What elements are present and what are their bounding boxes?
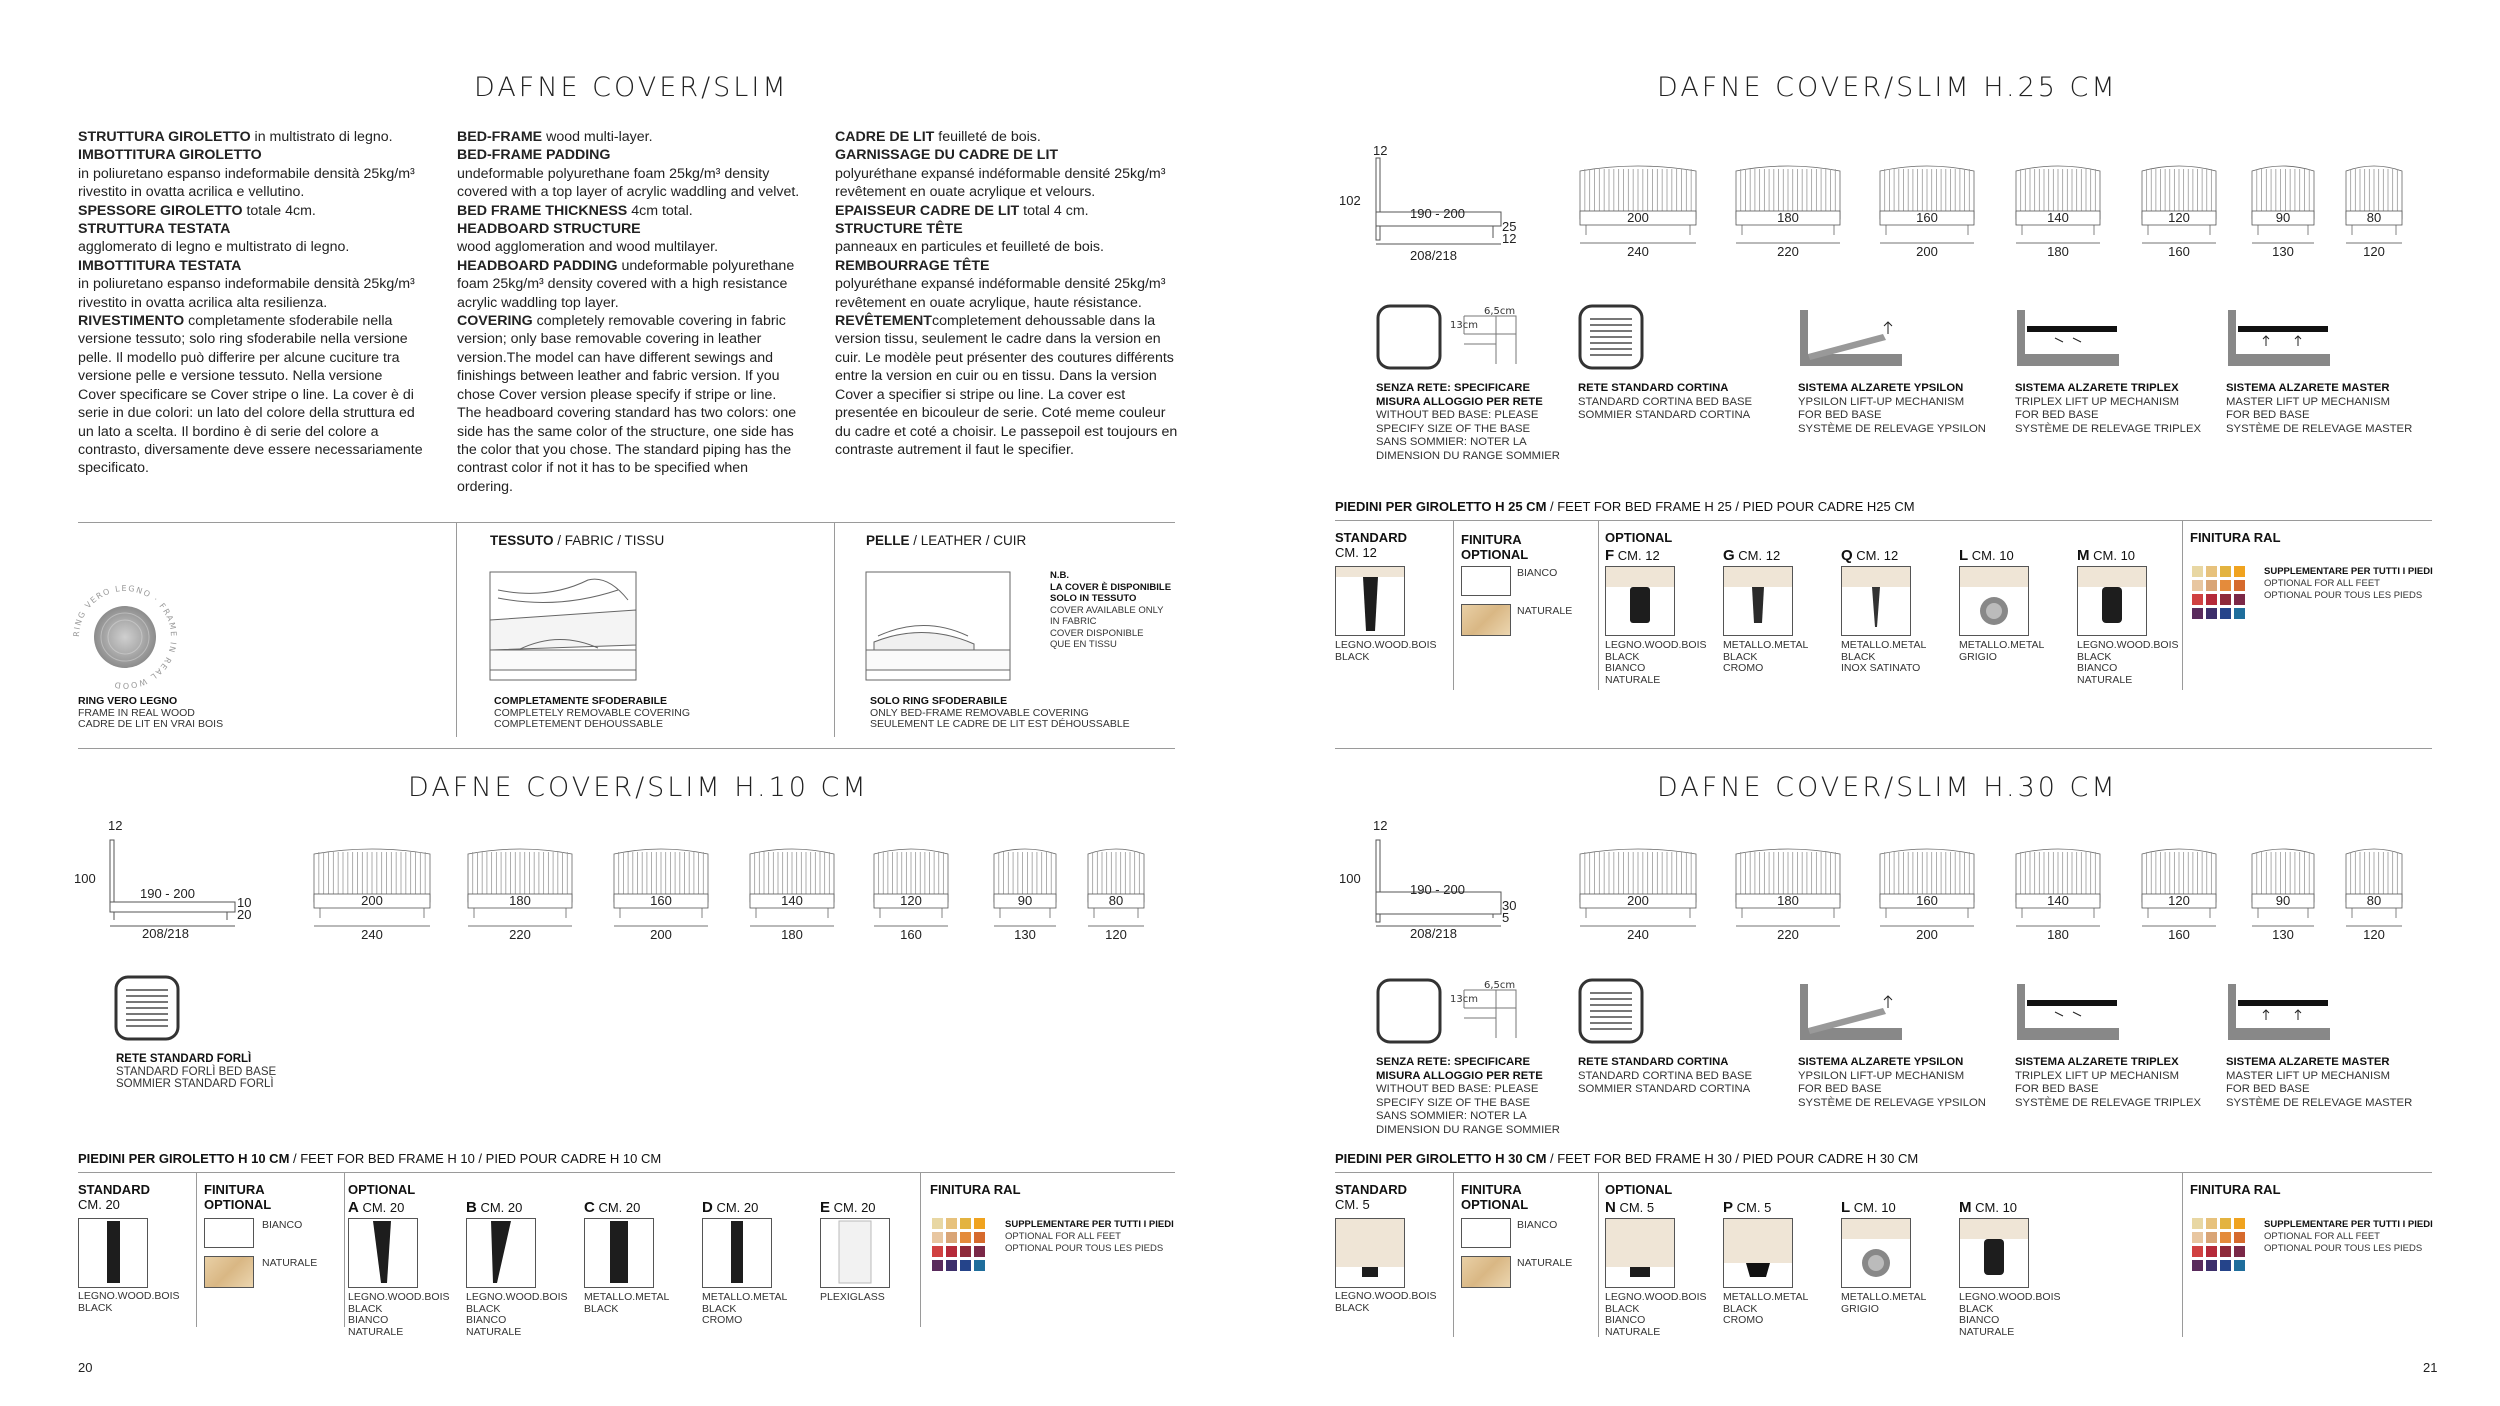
dim-label: 10	[237, 895, 252, 910]
divider	[1335, 748, 2432, 749]
ral-color-swatch	[932, 1232, 943, 1243]
ral-color-swatch	[2192, 580, 2203, 591]
ral-color-swatch	[932, 1260, 943, 1271]
feet-title-h30: PIEDINI PER GIROLETTO H 30 CM / FEET FOR BED FRAME H 30 / PIED POUR CADRE H 30 CM	[1335, 1151, 1919, 1166]
outer-width-label: 180	[2047, 927, 2069, 942]
ral-color-swatch	[2192, 1246, 2203, 1257]
master-lift-icon	[2226, 304, 2336, 379]
outer-width-label: 220	[1777, 927, 1799, 942]
foot-option-caption: LEGNO.WOOD.BOIS BLACK BIANCO NATURALE	[348, 1291, 450, 1338]
optional-label: OPTIONAL	[1605, 1182, 1673, 1197]
bed-base-caption: SISTEMA ALZARETE TRIPLEX TRIPLEX LIFT UP MECHANISM FOR BED BASE SYSTÈME DE RELEVAGE TRIPLEX	[2015, 382, 2202, 435]
dim-label: 190 - 200	[1410, 206, 1465, 221]
ral-color-swatch	[946, 1260, 957, 1271]
spec-paragraph: RIVESTIMENTO completamente sfoderabile nella versione tessuto; solo ring sfoderabile nella versione pelle. Il modello può differire per alcune cuciture tra versione pelle e versione tessuto. Nella versione Cover specificare se Cover stripe o line. La cover è di serie in due colori: un lato del colore della struttura ed un lato a scelta. Il bordino è di serie del colore a contrasto, diversamente deve essere necessariamente specificato.	[78, 313, 423, 477]
dim-label: 100	[74, 871, 96, 886]
bed-front-90	[992, 846, 1058, 942]
outer-width-label: 160	[2168, 244, 2190, 259]
foot-option-image	[1959, 566, 2029, 636]
bed-base-caption: SISTEMA ALZARETE YPSILON YPSILON LIFT-UP MECHANISM FOR BED BASE SYSTÈME DE RELEVAGE YPSILON	[1798, 1056, 1986, 1109]
divider	[1598, 520, 1599, 690]
outer-width-label: 220	[1777, 244, 1799, 259]
inner-width-label: 180	[1777, 210, 1799, 225]
ypsilon-lift-icon	[1798, 304, 1908, 379]
foot-option-image	[1959, 1218, 2029, 1288]
ral-color-swatch	[960, 1232, 971, 1243]
ral-color-swatch	[2206, 1260, 2217, 1271]
svg-text:13cm: 13cm	[1450, 994, 1478, 1005]
finitura-label: FINITURA OPTIONAL	[1461, 532, 1529, 562]
ypsilon-lift-icon	[1798, 978, 1908, 1053]
foot-option-image	[584, 1218, 654, 1288]
finish-swatch-natural	[1461, 1256, 1511, 1288]
inner-width-label: 80	[1108, 893, 1124, 908]
inner-width-label: 80	[2366, 893, 2382, 908]
spec-paragraph: REVÊTEMENTcompletement dehoussable dans la version tissu, seulement le cadre dans la version en cuir. Le modèle peut présenter des coutures différents entre la version en cuir ou en tissu. Dans la version Cover a specifier si stripe ou line. La cover est presentée en bicouleur de serie. Coté meme couleur du cadre et coté a choisir. Le passepoil est toujours en contraste autrement il faut le specifier.	[835, 313, 1178, 458]
dim-label: 208/218	[1410, 926, 1457, 941]
description-english	[457, 128, 800, 496]
bed-front-90	[2250, 163, 2316, 259]
finish-label: BIANCO	[262, 1219, 303, 1231]
divider	[1598, 1172, 1599, 1337]
divider	[1335, 1172, 2432, 1173]
divider	[78, 522, 1175, 523]
description-italian	[78, 128, 423, 478]
inner-width-label: 200	[361, 893, 383, 908]
dim-label: 208/218	[1410, 248, 1457, 263]
dim-label: 5	[1502, 910, 1510, 925]
foot-option-label: B CM. 20	[466, 1199, 523, 1216]
section-title-h25: DAFNE COVER/SLIM H.25 CM	[1657, 72, 2118, 103]
ral-color-swatch	[2220, 566, 2231, 577]
bed-front-80	[2344, 846, 2404, 942]
fabric-caption: COMPLETAMENTE SFODERABILE COMPLETELY REMOVABLE COVERING COMPLETEMENT DEHOUSSABLE	[494, 695, 691, 731]
ring-caption: RING VERO LEGNO FRAME IN REAL WOOD CADRE DE LIT EN VRAI BOIS	[78, 695, 224, 731]
ral-color-swatch	[2192, 608, 2203, 619]
outer-width-label: 130	[1014, 927, 1036, 942]
foot-option-image	[820, 1218, 890, 1288]
divider	[1335, 520, 2432, 521]
bed-front-180	[1734, 163, 1842, 259]
bed-base-caption: SENZA RETE: SPECIFICARE MISURA ALLOGGIO PER RETE WITHOUT BED BASE: PLEASE SPECIFY SIZE OF THE BASE SANS SOMMIER: NOTER LA DIMENSION DU RANGE SOMMIER	[1376, 382, 1560, 462]
foot-option-label: D CM. 20	[702, 1199, 759, 1216]
page-title-dafne: DAFNE COVER/SLIM	[474, 72, 789, 103]
ral-color-swatch	[974, 1232, 985, 1243]
dim-label: 100	[1339, 871, 1361, 886]
foot-option-image	[2077, 566, 2147, 636]
outer-width-label: 120	[1105, 927, 1127, 942]
outer-width-label: 160	[900, 927, 922, 942]
ral-color-swatch	[974, 1260, 985, 1271]
inner-width-label: 160	[1916, 893, 1938, 908]
spec-paragraph: BED-FRAME wood multi-layer.	[457, 129, 653, 145]
triplex-lift-icon	[2015, 978, 2125, 1053]
outer-width-label: 130	[2272, 927, 2294, 942]
tessuto-label: TESSUTO / FABRIC / TISSU	[490, 533, 665, 548]
standard-foot-caption: LEGNO.WOOD.BOIS BLACK	[78, 1290, 180, 1314]
foot-option-caption: LEGNO.WOOD.BOIS BLACK BIANCO NATURALE	[1959, 1291, 2061, 1338]
foot-option-caption: METALLO.METAL BLACK	[584, 1291, 670, 1315]
bed-front-160	[1878, 846, 1976, 942]
bed-front-160	[612, 846, 710, 942]
spec-paragraph: polyuréthane expansé indéformable densité 25kg/m³ revêtement en ouate acrylique, haute résistance.	[835, 276, 1166, 311]
foot-option-image	[1605, 1218, 1675, 1288]
finish-label: NATURALE	[262, 1257, 318, 1269]
ral-color-swatch	[2192, 1260, 2203, 1271]
standard-foot-caption: LEGNO.WOOD.BOIS BLACK	[1335, 1290, 1437, 1314]
bed-front-180	[1734, 846, 1842, 942]
ral-color-swatch	[2192, 1218, 2203, 1229]
foot-option-image	[1841, 566, 1911, 636]
spec-paragraph: STRUCTURE TÊTE	[835, 221, 963, 238]
no-bed-base-icon	[1376, 978, 1526, 1063]
spec-paragraph: IMBOTTITURA GIROLETTO	[78, 147, 262, 164]
ral-color-swatch	[2192, 594, 2203, 605]
ral-color-swatch	[974, 1218, 985, 1229]
inner-width-label: 200	[1627, 210, 1649, 225]
feet-title-h10: PIEDINI PER GIROLETTO H 10 CM / FEET FOR BED FRAME H 10 / PIED POUR CADRE H 10 CM	[78, 1151, 662, 1166]
svg-text:RING VERO LEGNO · FRAME IN REA: RING VERO LEGNO · FRAME IN REAL WOOD	[71, 583, 179, 691]
bed-base-caption: SENZA RETE: SPECIFICARE MISURA ALLOGGIO PER RETE WITHOUT BED BASE: PLEASE SPECIFY SIZE OF THE BASE SANS SOMMIER: NOTER LA DIMENSION DU RANGE SOMMIER	[1376, 1056, 1560, 1136]
foot-option-label: F CM. 12	[1605, 547, 1660, 564]
description-french	[835, 128, 1178, 459]
outer-width-label: 240	[1627, 244, 1649, 259]
standard-label: STANDARD CM. 20	[78, 1182, 150, 1212]
svg-text:13cm: 13cm	[1450, 320, 1478, 331]
standard-foot-caption: LEGNO.WOOD.BOIS BLACK	[1335, 639, 1437, 663]
ral-color-swatch	[2220, 1260, 2231, 1271]
dim-label: 12	[108, 818, 123, 833]
dim-label: 12	[1502, 231, 1517, 246]
side-profile-h25	[1338, 140, 1518, 260]
ral-color-swatch	[946, 1246, 957, 1257]
spec-paragraph: panneaux en particules et feuilleté de bois.	[835, 239, 1104, 256]
spec-paragraph: agglomerato di legno e multistrato di legno.	[78, 239, 350, 256]
inner-width-label: 80	[2366, 210, 2382, 225]
svg-text:6,5cm: 6,5cm	[1484, 306, 1516, 317]
standard-foot-image	[1335, 1218, 1405, 1288]
foot-option-caption: METALLO.METAL BLACK CROMO	[1723, 639, 1809, 675]
bed-front-200	[1578, 846, 1698, 942]
spec-paragraph: in poliuretano espanso indeformabile densità 25kg/m³ rivestito in ovatta acrilica e vellutino.	[78, 165, 415, 201]
dim-label: 12	[1373, 818, 1388, 833]
divider	[920, 1172, 921, 1327]
foot-option-label: E CM. 20	[820, 1199, 876, 1216]
foot-option-label: G CM. 12	[1723, 547, 1781, 564]
foot-option-caption: METALLO.METAL BLACK INOX SATINATO	[1841, 639, 1927, 675]
ral-color-swatch	[2220, 1218, 2231, 1229]
ral-color-swatch	[2206, 594, 2217, 605]
ral-color-swatch	[2220, 1246, 2231, 1257]
spec-paragraph: STRUTTURA TESTATA	[78, 221, 231, 238]
triplex-lift-icon	[2015, 304, 2125, 379]
bed-base-caption: SISTEMA ALZARETE MASTER MASTER LIFT UP MECHANISM FOR BED BASE SYSTÈME DE RELEVAGE MASTER	[2226, 1056, 2413, 1109]
foot-option-caption: LEGNO.WOOD.BOIS BLACK BIANCO NATURALE	[1605, 639, 1707, 686]
inner-width-label: 140	[781, 893, 803, 908]
outer-width-label: 240	[361, 927, 383, 942]
ral-color-swatch	[2192, 566, 2203, 577]
inner-width-label: 160	[650, 893, 672, 908]
foot-option-caption: LEGNO.WOOD.BOIS BLACK BIANCO NATURALE	[2077, 639, 2179, 686]
bed-base-caption: SISTEMA ALZARETE TRIPLEX TRIPLEX LIFT UP MECHANISM FOR BED BASE SYSTÈME DE RELEVAGE TRIPLEX	[2015, 1056, 2202, 1109]
leather-caption: SOLO RING SFODERABILE ONLY BED-FRAME REMOVABLE COVERING SEULEMENT LE CADRE DE LIT EST DÉHOUSSABLE	[870, 695, 1130, 731]
ral-color-swatch	[2234, 1246, 2245, 1257]
spec-paragraph: IMBOTTITURA TESTATA	[78, 257, 242, 274]
dim-label: 190 - 200	[1410, 882, 1465, 897]
ral-title: FINITURA RAL	[2190, 530, 2281, 545]
rete-forli-icon	[114, 975, 180, 1046]
ral-color-swatch	[2220, 580, 2231, 591]
ral-note: SUPPLEMENTARE PER TUTTI I PIEDI OPTIONAL FOR ALL FEET OPTIONAL POUR TOUS LES PIEDS	[1005, 1219, 1174, 1254]
standard-foot-image	[1335, 566, 1405, 636]
inner-width-label: 180	[509, 893, 531, 908]
divider	[344, 1172, 345, 1327]
master-lift-icon	[2226, 978, 2336, 1053]
divider	[2182, 520, 2183, 690]
optional-label: OPTIONAL	[1605, 530, 1673, 545]
outer-width-label: 130	[2272, 244, 2294, 259]
section-title-h30: DAFNE COVER/SLIM H.30 CM	[1657, 772, 2118, 803]
foot-option-caption: METALLO.METAL BLACK CROMO	[1723, 1291, 1809, 1327]
bed-front-160	[1878, 163, 1976, 259]
finish-swatch-natural	[204, 1256, 254, 1288]
divider	[834, 522, 835, 737]
bed-front-200	[1578, 163, 1698, 259]
standard-foot-image	[78, 1218, 148, 1288]
ral-color-swatch	[932, 1218, 943, 1229]
side-profile-h30	[1338, 818, 1518, 943]
bed-base-caption: RETE STANDARD CORTINA STANDARD CORTINA BED BASE SOMMIER STANDARD CORTINA	[1578, 382, 1753, 421]
ral-color-swatch	[2206, 566, 2217, 577]
page-number: 21	[2423, 1360, 2438, 1375]
outer-width-label: 180	[781, 927, 803, 942]
dim-label: 20	[237, 907, 252, 922]
no-bed-base-icon	[1376, 304, 1526, 389]
ral-color-swatch	[974, 1246, 985, 1257]
divider	[456, 522, 457, 737]
foot-option-image	[466, 1218, 536, 1288]
finish-label: BIANCO	[1517, 567, 1558, 579]
outer-width-label: 120	[2363, 927, 2385, 942]
bed-front-140	[748, 846, 836, 942]
ral-color-swatch	[946, 1218, 957, 1229]
fabric-bed-sketch	[488, 570, 640, 690]
finish-label: NATURALE	[1517, 605, 1573, 617]
foot-option-label: L CM. 10	[1959, 547, 2014, 564]
inner-width-label: 90	[2275, 210, 2291, 225]
inner-width-label: 140	[2047, 893, 2069, 908]
foot-option-image	[702, 1218, 772, 1288]
spec-paragraph: REMBOURRAGE TÊTE	[835, 257, 990, 274]
ral-color-swatch	[2206, 580, 2217, 591]
foot-option-label: M CM. 10	[1959, 1199, 2018, 1216]
finish-swatch-white	[1461, 566, 1511, 596]
bed-front-80	[1086, 846, 1146, 942]
foot-option-caption: LEGNO.WOOD.BOIS BLACK BIANCO NATURALE	[1605, 1291, 1707, 1338]
ral-color-swatch	[960, 1260, 971, 1271]
foot-option-label: A CM. 20	[348, 1199, 405, 1216]
feet-title-h25: PIEDINI PER GIROLETTO H 25 CM / FEET FOR BED FRAME H 25 / PIED POUR CADRE H25 CM	[1335, 499, 1915, 514]
bed-front-90	[2250, 846, 2316, 942]
dim-label: 102	[1339, 193, 1361, 208]
dim-label: 190 - 200	[140, 886, 195, 901]
page-number: 20	[78, 1360, 93, 1375]
dim-label: 25	[1502, 219, 1517, 234]
foot-option-label: P CM. 5	[1723, 1199, 1772, 1216]
bed-front-140	[2014, 163, 2102, 259]
standard-label: STANDARD CM. 12	[1335, 530, 1407, 560]
inner-width-label: 200	[1627, 893, 1649, 908]
outer-width-label: 160	[2168, 927, 2190, 942]
dim-label: 12	[1373, 143, 1388, 158]
spec-paragraph: polyuréthane expansé indéformable densité 25kg/m³ revêtement en ouate acrylique et velours.	[835, 165, 1166, 201]
outer-width-label: 200	[1916, 244, 1938, 259]
spec-paragraph: GARNISSAGE DU CADRE DE LIT	[835, 147, 1059, 164]
finitura-label: FINITURA OPTIONAL	[204, 1182, 272, 1212]
spec-paragraph: BED FRAME THICKNESS 4cm total.	[457, 202, 693, 219]
divider	[78, 748, 1175, 749]
inner-width-label: 90	[1017, 893, 1033, 908]
ral-title: FINITURA RAL	[930, 1182, 1021, 1197]
ral-color-swatch	[960, 1218, 971, 1229]
ral-note: SUPPLEMENTARE PER TUTTI I PIEDI OPTIONAL FOR ALL FEET OPTIONAL POUR TOUS LES PIEDS	[2264, 1219, 2433, 1254]
ral-color-swatch	[960, 1246, 971, 1257]
dim-label: 30	[1502, 898, 1517, 913]
ral-color-swatch	[2220, 594, 2231, 605]
outer-width-label: 120	[2363, 244, 2385, 259]
bed-front-80	[2344, 163, 2404, 259]
spec-paragraph: HEADBOARD PADDING undeformable polyurethane foam 25kg/m³ density covered with a high resistance acrylic waddling top layer.	[457, 257, 795, 311]
foot-option-image	[1723, 566, 1793, 636]
foot-option-image	[1605, 566, 1675, 636]
foot-option-label: M CM. 10	[2077, 547, 2136, 564]
ral-color-swatch	[2206, 1246, 2217, 1257]
spec-paragraph: HEADBOARD STRUCTURE	[457, 221, 641, 238]
ral-color-swatch	[2192, 1232, 2203, 1243]
spec-paragraph: STRUTTURA GIROLETTO in multistrato di legno.	[78, 129, 393, 145]
pelle-label: PELLE / LEATHER / CUIR	[866, 533, 1027, 548]
spec-paragraph: EPAISSEUR CADRE DE LIT total 4 cm.	[835, 202, 1089, 219]
foot-option-label: Q CM. 12	[1841, 547, 1899, 564]
foot-option-image	[1723, 1218, 1793, 1288]
cortina-bed-base-icon	[1578, 304, 1648, 379]
bed-front-120	[2140, 846, 2218, 942]
divider	[1453, 1172, 1454, 1337]
ral-color-swatch	[2234, 594, 2245, 605]
spec-paragraph: undeformable polyurethane foam 25kg/m³ density covered with a top layer of acrylic waddling and velvet.	[457, 165, 800, 201]
inner-width-label: 90	[2275, 893, 2291, 908]
spec-paragraph: CADRE DE LIT feuilleté de bois.	[835, 129, 1041, 145]
outer-width-label: 200	[1916, 927, 1938, 942]
finish-label: BIANCO	[1517, 1219, 1558, 1231]
ral-title: FINITURA RAL	[2190, 1182, 2281, 1197]
ral-color-swatch	[2234, 1260, 2245, 1271]
bed-base-caption: SISTEMA ALZARETE MASTER MASTER LIFT UP MECHANISM FOR BED BASE SYSTÈME DE RELEVAGE MASTER	[2226, 382, 2413, 435]
divider	[1453, 520, 1454, 690]
inner-width-label: 160	[1916, 210, 1938, 225]
ral-color-swatch	[2220, 608, 2231, 619]
outer-width-label: 200	[650, 927, 672, 942]
inner-width-label: 120	[2168, 893, 2190, 908]
finitura-label: FINITURA OPTIONAL	[1461, 1182, 1529, 1212]
outer-width-label: 240	[1627, 927, 1649, 942]
side-profile-h10	[72, 818, 242, 943]
ral-color-swatch	[2234, 580, 2245, 591]
ral-color-swatch	[2220, 1232, 2231, 1243]
finish-swatch-white	[204, 1218, 254, 1248]
foot-option-label: N CM. 5	[1605, 1199, 1655, 1216]
foot-option-image	[348, 1218, 418, 1288]
finish-swatch-white	[1461, 1218, 1511, 1248]
spec-paragraph: COVERING completely removable covering in fabric version; only base removable covering in leather version.The model can have different sewings and finishings between leather and fabric version. If you chose Cover version please specify if stripe or line. The headboard covering standard has two colors: one side has the same color of the structure, one side has the color that you chose. The standard piping has the contrast color if not it has to be specified when ordering.	[457, 313, 797, 495]
bed-front-140	[2014, 846, 2102, 942]
foot-option-label: L CM. 10	[1841, 1199, 1896, 1216]
ring-vero-legno-logo	[70, 582, 180, 692]
foot-option-caption: LEGNO.WOOD.BOIS BLACK BIANCO NATURALE	[466, 1291, 568, 1338]
cortina-bed-base-icon	[1578, 978, 1648, 1053]
spec-paragraph: SPESSORE GIROLETTO totale 4cm.	[78, 202, 316, 219]
divider	[78, 1172, 1175, 1173]
rete-forli-caption: RETE STANDARD FORLÌ STANDARD FORLÌ BED BASE SOMMIER STANDARD FORLÌ	[116, 1053, 277, 1090]
ral-color-swatch	[2206, 1232, 2217, 1243]
outer-width-label: 180	[2047, 244, 2069, 259]
foot-option-caption: METALLO.METAL GRIGIO	[1959, 639, 2045, 663]
bed-base-caption: RETE STANDARD CORTINA STANDARD CORTINA BED BASE SOMMIER STANDARD CORTINA	[1578, 1056, 1753, 1095]
ral-color-swatch	[946, 1232, 957, 1243]
outer-width-label: 220	[509, 927, 531, 942]
foot-option-image	[1841, 1218, 1911, 1288]
divider	[196, 1172, 197, 1327]
finish-swatch-natural	[1461, 604, 1511, 636]
ral-color-swatch	[2234, 566, 2245, 577]
bed-front-200	[312, 846, 432, 942]
dim-label: 208/218	[142, 926, 189, 941]
standard-label: STANDARD CM. 5	[1335, 1182, 1407, 1212]
inner-width-label: 120	[900, 893, 922, 908]
finish-label: NATURALE	[1517, 1257, 1573, 1269]
foot-option-caption: METALLO.METAL GRIGIO	[1841, 1291, 1927, 1315]
section-title-h10: DAFNE COVER/SLIM H.10 CM	[408, 772, 869, 803]
bed-front-120	[872, 846, 950, 942]
spec-paragraph: in poliuretano espanso indeformabile densità 25kg/m³ rivestito in ovatta acrilica alta resilienza.	[78, 276, 415, 311]
spec-paragraph: wood agglomeration and wood multilayer.	[457, 239, 719, 256]
leather-bed-sketch	[864, 570, 1014, 690]
foot-option-caption: METALLO.METAL BLACK CROMO	[702, 1291, 788, 1327]
divider	[2182, 1172, 2183, 1337]
svg-text:6,5cm: 6,5cm	[1484, 980, 1516, 991]
bed-base-caption: SISTEMA ALZARETE YPSILON YPSILON LIFT-UP MECHANISM FOR BED BASE SYSTÈME DE RELEVAGE YPSILON	[1798, 382, 1986, 435]
bed-front-180	[466, 846, 574, 942]
ral-color-swatch	[2234, 1218, 2245, 1229]
nb-note: N.B. LA COVER È DISPONIBILE SOLO IN TESSUTO COVER AVAILABLE ONLY IN FABRIC COVER DISPONIBLE QUE EN TISSU	[1050, 570, 1172, 650]
spec-paragraph: BED-FRAME PADDING	[457, 147, 611, 164]
bed-front-120	[2140, 163, 2218, 259]
foot-option-caption: PLEXIGLASS	[820, 1291, 885, 1303]
ral-color-swatch	[2206, 608, 2217, 619]
ral-color-swatch	[2234, 1232, 2245, 1243]
ral-note: SUPPLEMENTARE PER TUTTI I PIEDI OPTIONAL FOR ALL FEET OPTIONAL POUR TOUS LES PIEDS	[2264, 566, 2433, 601]
inner-width-label: 120	[2168, 210, 2190, 225]
inner-width-label: 140	[2047, 210, 2069, 225]
foot-option-label: C CM. 20	[584, 1199, 641, 1216]
ral-color-swatch	[2234, 608, 2245, 619]
ral-color-swatch	[2206, 1218, 2217, 1229]
inner-width-label: 180	[1777, 893, 1799, 908]
ral-color-swatch	[932, 1246, 943, 1257]
optional-label: OPTIONAL	[348, 1182, 416, 1197]
